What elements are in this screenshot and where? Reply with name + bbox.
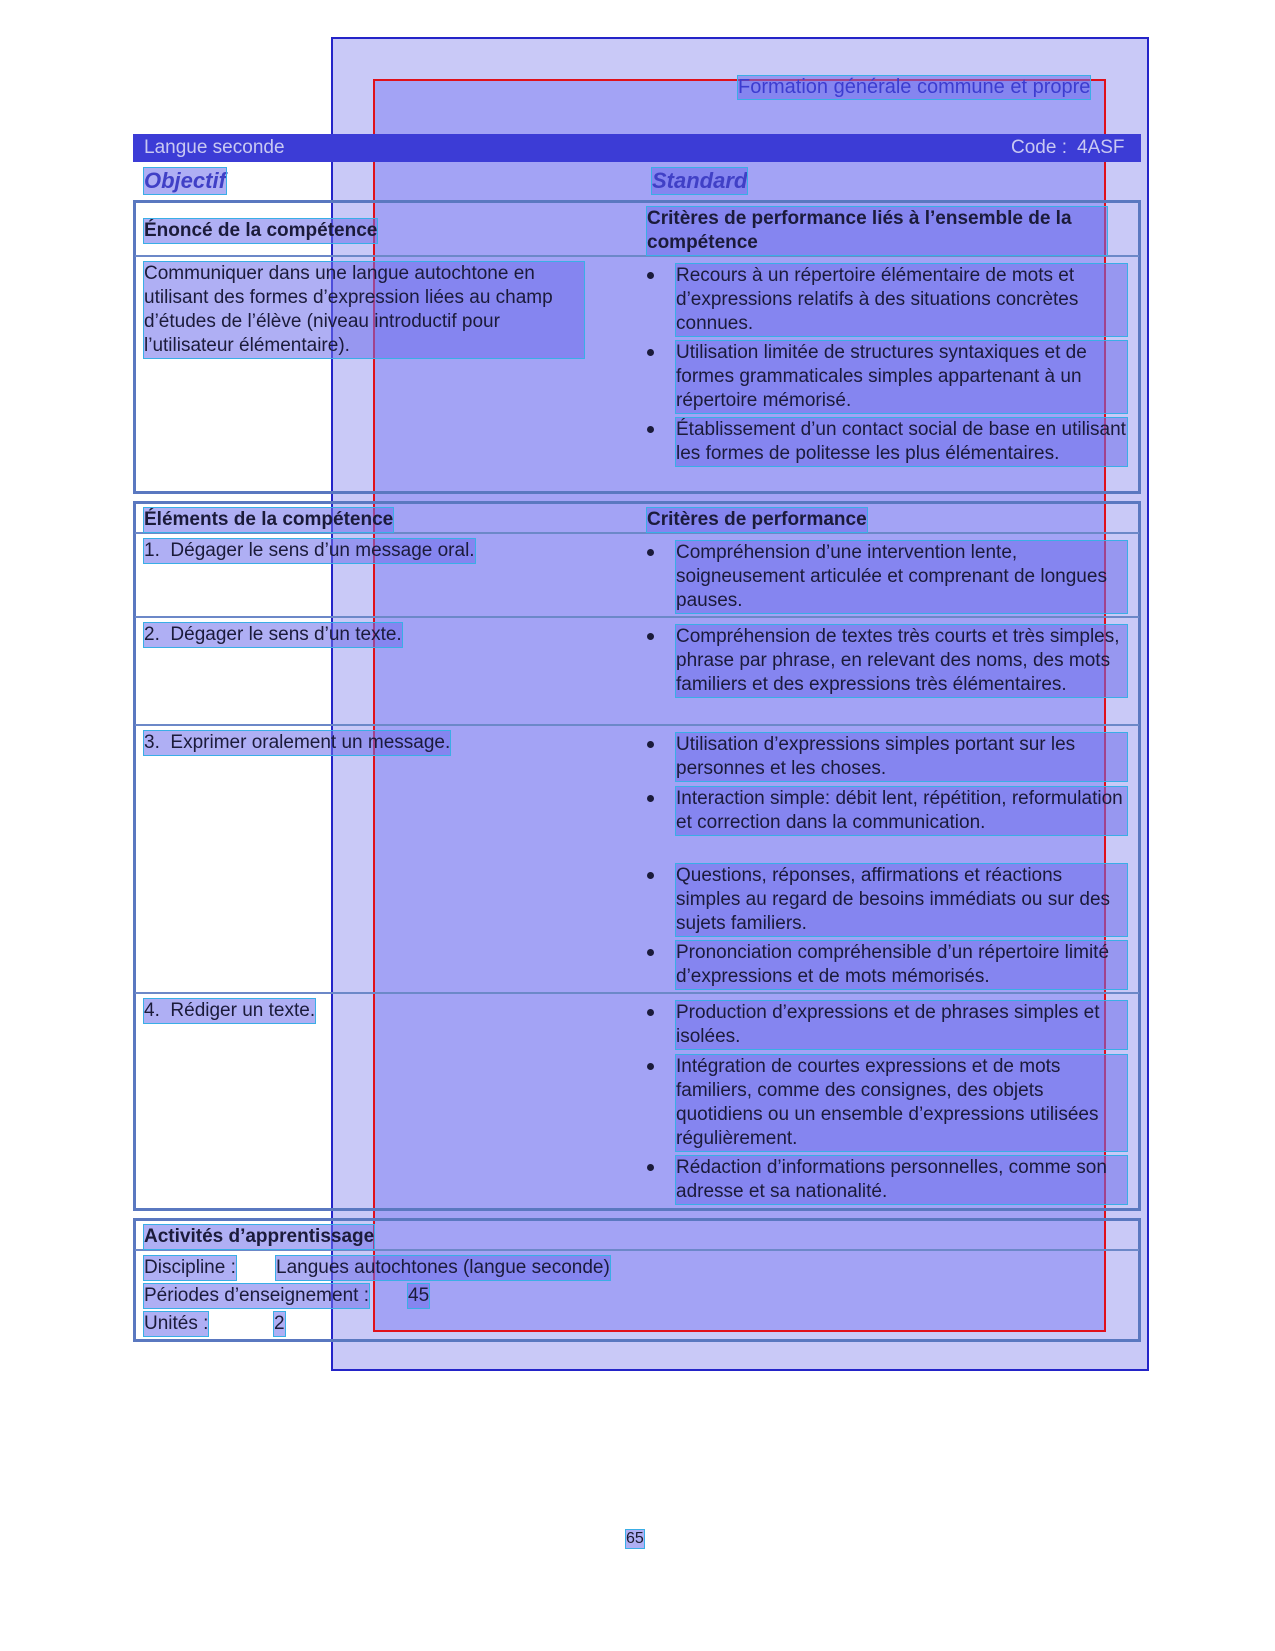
unites-value: 2 xyxy=(274,1313,285,1334)
code-value: 4ASF xyxy=(1077,137,1125,158)
element-label: 4. Rédiger un texte. xyxy=(144,1000,316,1021)
competence-heading: Énoncé de la compétence xyxy=(144,220,378,241)
code-label: Code : xyxy=(1011,137,1067,158)
list-item: Établissement d’un contact social de base en utilisant les formes de politesse les plus élémentaires. xyxy=(647,418,1127,466)
element-label: 2. Dégager le sens d’un texte. xyxy=(144,624,402,645)
criteria-heading: Critères de performance liés à l’ensemble de la compétence xyxy=(647,207,1107,255)
unites-label: Unités : xyxy=(144,1313,209,1334)
list-item: Compréhension de textes très courts et très simples, phrase par phrase, en relevant des noms, des mots familiers et des expressions très élémentaires. xyxy=(647,625,1127,697)
list-item: Utilisation d’expressions simples portant sur les personnes et les choses. xyxy=(647,733,1127,781)
divider xyxy=(135,616,1139,618)
bullet-icon xyxy=(647,741,654,748)
bullet-icon xyxy=(647,549,654,556)
competence-statement: Communiquer dans une langue autochtone en utilisant des formes d’expression liées au champ d’études de l’élève (niveau introductif pour l’utilisateur élémentaire). xyxy=(144,262,584,358)
list-item: Rédaction d’informations personnelles, comme son adresse et sa nationalité. xyxy=(647,1156,1127,1204)
objectif-heading: Objectif xyxy=(144,168,226,193)
bullet-icon xyxy=(647,633,654,640)
list-item: Compréhension d’une intervention lente, soigneusement articulée et comprenant de longues pauses. xyxy=(647,541,1127,613)
divider xyxy=(135,992,1139,994)
divider xyxy=(135,724,1139,726)
list-item: Questions, réponses, affirmations et réactions simples au regard de besoins immédiats ou sur des sujets familiers. xyxy=(647,864,1127,936)
discipline-label: Discipline : xyxy=(144,1257,236,1278)
bullet-icon xyxy=(647,272,654,279)
divider xyxy=(135,532,1139,534)
bullet-icon xyxy=(647,1009,654,1016)
standard-heading: Standard xyxy=(652,168,748,193)
elements-heading: Éléments de la compétence xyxy=(144,509,394,530)
list-item: Interaction simple: débit lent, répétition, reformulation et correction dans la communication. xyxy=(647,787,1127,835)
periodes-value: 45 xyxy=(408,1285,430,1306)
periodes-label: Périodes d’enseignement : xyxy=(144,1285,369,1306)
element-label: 3. Exprimer oralement un message. xyxy=(144,732,451,753)
activites-heading: Activités d’apprentissage xyxy=(144,1226,375,1247)
element-label: 1. Dégager le sens d’un message oral. xyxy=(144,540,475,561)
bullet-icon xyxy=(647,872,654,879)
bullet-icon xyxy=(647,1063,654,1070)
list-item: Prononciation compréhensible d’un répertoire limité d’expressions et de mots mémorisés. xyxy=(647,941,1127,989)
page-header-title: Formation générale commune et propre xyxy=(738,76,1091,98)
list-item: Utilisation limitée de structures syntaxiques et de formes grammaticales simples appartenant à un répertoire mémorisé. xyxy=(647,341,1127,413)
bullet-icon xyxy=(647,349,654,356)
bullet-icon xyxy=(647,1164,654,1171)
divider xyxy=(135,255,1139,257)
discipline-value: Langues autochtones (langue seconde) xyxy=(276,1257,610,1278)
list-item: Production d’expressions et de phrases simples et isolées. xyxy=(647,1001,1127,1049)
list-item: Recours à un répertoire élémentaire de mots et d’expressions relatifs à des situations concrètes connues. xyxy=(647,264,1127,336)
divider xyxy=(135,1249,1139,1251)
bullet-icon xyxy=(647,949,654,956)
elements-criteria-heading: Critères de performance xyxy=(647,509,867,530)
list-item: Intégration de courtes expressions et de mots familiers, comme des consignes, des objets quotidiens ou un ensemble d’expressions utilisées régulièrement. xyxy=(647,1055,1127,1151)
bullet-icon xyxy=(647,426,654,433)
bullet-icon xyxy=(647,795,654,802)
page-number: 65 xyxy=(626,1530,644,1547)
bar-title: Langue seconde xyxy=(144,137,285,158)
